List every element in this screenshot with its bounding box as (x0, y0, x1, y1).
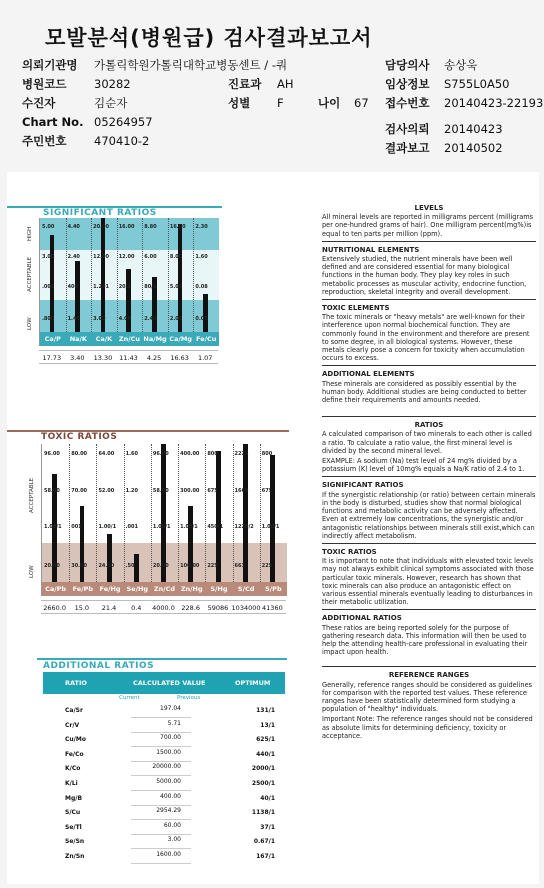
tick-label: 100.00 (180, 562, 200, 569)
column-divider (142, 218, 143, 332)
category-label: Zn/Cd (153, 585, 176, 593)
column-divider (193, 218, 194, 332)
ratio-name: Se/Sn (65, 838, 85, 846)
tick-label: 20.00 (44, 562, 60, 569)
tick-label: 96.00 (44, 450, 60, 457)
tick-label: 96.00 (152, 450, 169, 457)
y-axis-label: HIGH (27, 226, 33, 241)
ratio-name: Se/Tl (65, 823, 82, 831)
table-row (43, 778, 285, 791)
ratio-value: 13.30 (93, 354, 113, 362)
tick-label: 225 (207, 562, 218, 569)
tick-label: 80/1 (144, 284, 157, 291)
report-title: 모발분석(병원급) 검사결과보고서 (45, 26, 373, 50)
info-row-clinical: 임상정보 S755L0A50 (385, 77, 510, 91)
ratio-name: K/Li (65, 780, 78, 787)
optimum-value: 40/1 (260, 794, 275, 802)
table-row (43, 851, 285, 864)
tick-label: 2.40 (144, 316, 157, 323)
table-row (43, 763, 285, 776)
category-label: Fe/Hg (99, 585, 121, 593)
current-value: 400.00 (160, 792, 181, 800)
ratios-example: EXAMPLE: A sodium (Na) test level of 24 mg% divided by a potassium (K) level of 10mg% equals a Na/K ratio of 2.4 to 1. (322, 457, 525, 474)
additional-ratios-title: ADDITIONAL RATIOS (43, 661, 155, 671)
ratio-value: 228.6 (181, 604, 201, 612)
current-value: 2954.29 (156, 807, 181, 815)
tick-label: 64.00 (98, 450, 115, 457)
tick-label: 2.40 (67, 254, 80, 261)
row-rule (131, 834, 191, 835)
category-label: S/Cd (237, 585, 255, 593)
category-label: S/Hg (210, 585, 228, 593)
row-rule (131, 761, 191, 762)
tick-label: 800 (261, 450, 273, 457)
row-rule (131, 790, 191, 791)
optimum-value: 440/1 (256, 750, 275, 758)
current-value: 5.71 (167, 719, 181, 727)
tick-label: 1.40 (67, 316, 80, 323)
tick-label: 300.00 (180, 488, 200, 495)
row-rule (131, 863, 191, 864)
ratio-value: 4.25 (146, 354, 162, 362)
toxic-ratios-text: It is important to note that individuals with elevated toxic levels may not always exhibit clinical symptoms associated with those particular toxic minerals. However, research has shown that toxic minerals can also produce an antagonistic effect on various essential minerals eventually leading to disturbances in their metabolic utilization. (322, 557, 534, 607)
category-label: Ca/Mg (169, 335, 192, 343)
category-label: Na/K (69, 335, 87, 343)
info-row-resident-no: 주민번호 470410-2 (22, 134, 150, 148)
y-axis-label: LOW (27, 317, 33, 330)
category-label: S/Pb (265, 585, 282, 593)
additional-ratios-heading: ADDITIONAL RATIOS (322, 614, 402, 623)
bar-fe-pb (80, 506, 85, 582)
tick-label: 16.00 (169, 223, 186, 230)
toxic-elements-text: The toxic minerals or "heavy metals" are well-known for their interference upon normal biochemical function. They are commonly found in the environment and therefore are present to some degree, in all biological systems. However, these metals clearly pose a concern for toxicity when accumulation occurs to excess. (322, 313, 530, 363)
additional-elements-heading: ADDITIONAL ELEMENTS (322, 370, 415, 379)
column-divider (96, 444, 97, 582)
tick-label: 24.00 (98, 562, 115, 569)
category-label: Ca/Pb (45, 585, 67, 593)
tick-label: 8.00 (169, 254, 183, 261)
tick-label: 2221 (234, 450, 249, 457)
info-row-request-date: 검사의뢰 20140423 (385, 122, 503, 136)
category-label: Zn/Hg (180, 585, 203, 593)
column-divider (168, 218, 169, 332)
tick-label: 58.00 (152, 488, 169, 495)
bar-zn-hg (188, 506, 193, 582)
tick-label: 1.00/1 (98, 524, 117, 531)
column-divider (91, 218, 92, 332)
tick-label: 1.00/1 (180, 524, 198, 531)
category-label: Se/Hg (126, 585, 149, 593)
header-optimum: OPTIMUM (235, 679, 271, 687)
tick-label: 2.30 (195, 223, 208, 230)
ratio-name: Cu/Mo (65, 736, 86, 744)
current-value: 20000.00 (152, 763, 181, 771)
tick-label: .001 (125, 524, 138, 531)
significant-ratios-title: SIGNIFICANT RATIOS (43, 208, 157, 218)
tick-label: 16.00 (118, 223, 135, 230)
optimum-value: 2500/1 (251, 780, 275, 787)
row-rule (131, 717, 191, 718)
info-row-receipt-no: 접수번호 20140423-22193 (385, 96, 544, 110)
tick-label: 001 (71, 524, 82, 531)
nutritional-heading: NUTRITIONAL ELEMENTS (322, 245, 420, 254)
nutritional-text: Extensively studied, the nutrient minerals have been well defined and are considered essential for many biological functions in the human body. They play key roles in such metabolic processes as muscular activity, endocrine function, reproduction, skeletal integrity and overall development. (322, 255, 527, 296)
ratio-name: S/Cu (65, 809, 81, 817)
significant-ratios-chart (39, 218, 219, 346)
tick-label: 1668 (234, 488, 249, 495)
ratio-value: 2660.0 (43, 604, 66, 612)
tick-label: 1.60 (125, 450, 138, 457)
optimum-value: 167/1 (256, 853, 275, 860)
divider (322, 543, 536, 544)
info-row-doctor: 담당의사 송상욱 (385, 58, 478, 72)
column-divider (260, 444, 261, 582)
tick-label: 0.08 (195, 316, 208, 323)
ratio-name: Ca/Sr (65, 707, 83, 714)
tick-label: .50 (125, 562, 135, 569)
tick-label: 30.00 (71, 562, 88, 569)
column-divider (151, 444, 152, 582)
tick-label: 1.201 (93, 284, 109, 291)
value-row (41, 600, 286, 614)
bar-zn-cd (161, 444, 166, 582)
ratio-value: 15.0 (74, 604, 90, 612)
bar-fe-hg (107, 534, 112, 582)
current-value: 700.00 (160, 734, 181, 742)
ratio-name: Cr/V (65, 721, 80, 729)
tick-label: 20.00 (152, 562, 169, 569)
category-label: Fe/Cu (196, 335, 217, 343)
tick-label: 5.00 (42, 223, 55, 230)
tick-label: 0.08 (195, 284, 208, 291)
info-row-patient: 수진자 김순자 (22, 96, 128, 110)
levels-text: All mineral levels are reported in milligrams percent (milligrams per one-hundred grams of hair). One milligram percent(mg%)is equal to ten parts per million (ppm). (322, 213, 534, 238)
current-value: 1500.00 (156, 748, 181, 756)
table-row (43, 822, 285, 835)
significant-ratios-text: If the synergistic relationship (or ratio) between certain minerals in the body is disturbed, studies show that normal biological functions and metabolic activity can be adversely affected. Even at extremely low concentrations, the synergistic and/or antagonistic relationships between minerals still exist,which can indirectly affect metabolism. (322, 490, 536, 540)
toxic-ratios-heading: TOXIC RATIOS (322, 547, 377, 556)
info-row-chart-no: Chart No. 05264957 (22, 115, 153, 129)
current-value: 197.04 (160, 705, 181, 712)
tick-label: 58.00 (44, 488, 60, 495)
tick-label: 5.00 (169, 284, 183, 291)
additional-elements-text: These minerals are considered as possibly essential by the human body. Additional studies are being conducted to better define their requirements and amounts needed. (322, 379, 527, 405)
patient-info-right (385, 56, 544, 158)
tick-label: 3.00 (93, 316, 106, 323)
category-label: Ca/K (95, 335, 113, 343)
header-calculated: CALCULATED VALUE (133, 679, 206, 687)
bar-fe-cu (203, 294, 208, 332)
column-divider (69, 444, 70, 582)
toxic-elements-heading: TOXIC ELEMENTS (322, 304, 390, 313)
table-row (43, 793, 285, 806)
ratio-name: Fe/Co (65, 750, 84, 758)
levels-heading: LEVELS (414, 204, 444, 212)
ratio-name: Mg/B (65, 794, 83, 802)
tick-label: 400.00 (180, 450, 200, 457)
bar-s-cd (243, 444, 248, 582)
ratio-value: 59086 (207, 604, 229, 612)
tick-label: 20.00 (93, 223, 109, 230)
column-divider (178, 444, 179, 582)
ratio-name: K/Co (65, 765, 81, 773)
table-row (43, 836, 285, 849)
tick-label: 225 (261, 562, 273, 569)
optimum-value: 37/1 (260, 823, 275, 831)
ratio-name: Zn/Sn (65, 853, 85, 860)
ratios-heading: RATIOS (414, 421, 444, 430)
tick-label: 1.00/1 (152, 524, 171, 531)
optimum-value: 0.67/1 (253, 838, 275, 846)
tick-label: 52.00 (98, 488, 115, 495)
explanation-column (322, 200, 536, 742)
divider (322, 609, 536, 610)
info-row-institution: 의뢰기관명 가톨릭학원가톨릭대학교병동센트 / -쿼 (22, 58, 288, 72)
info-row-sex: 성별 F (228, 96, 284, 110)
column-divider (233, 444, 234, 582)
ratio-value: 0.4 (131, 604, 142, 612)
subheader-current: Current (119, 695, 140, 701)
divider (322, 299, 536, 300)
tick-label: 450/1 (207, 524, 224, 531)
column-divider (66, 218, 67, 332)
column-divider (117, 218, 118, 332)
toxic-ratios-title: TOXIC RATIOS (41, 432, 118, 442)
tick-label: 2.00 (169, 316, 183, 323)
row-rule (131, 775, 191, 776)
category-label: Na/Mg (143, 335, 167, 343)
row-rule (131, 805, 191, 806)
header-ratio: RATIO (65, 679, 87, 687)
ratio-value: 1.07 (197, 354, 213, 362)
row-rule (131, 819, 191, 820)
ratio-value: 16.63 (170, 354, 189, 362)
tick-label: 1.60 (195, 254, 208, 261)
ratio-value: 3.40 (70, 354, 85, 362)
optimum-value: 625/1 (256, 736, 275, 744)
column-divider (124, 444, 125, 582)
category-label: Ca/P (44, 335, 61, 343)
table-row (43, 749, 285, 762)
tick-label: 4.00 (118, 316, 132, 323)
tick-label: 4.40 (67, 223, 80, 230)
additional-title-rule (37, 658, 287, 660)
table-row (43, 720, 285, 733)
table-row (43, 734, 285, 747)
bar-zn-cu (126, 269, 131, 332)
additional-table-header (43, 672, 285, 694)
tick-label: 663 (234, 562, 245, 569)
tick-label: 8.80 (144, 223, 157, 230)
toxic-ratios-chart (41, 444, 287, 596)
y-axis-label: LOW (29, 565, 35, 578)
bar-ca-k (101, 218, 106, 332)
report-sheet (7, 172, 539, 884)
divider (322, 416, 536, 417)
subheader-previous: Previous (177, 695, 201, 701)
additional-ratios-text: These ratios are being reported solely for the purpose of gathering research data. This information will then be used to help the attending health-care professional in evaluating their impact upon health. (322, 623, 528, 657)
ratio-value: 4000.0 (152, 604, 175, 612)
tick-label: 800 (207, 450, 218, 457)
y-axis-label: ACCEPTABLE (27, 256, 33, 293)
ratio-value: 17.73 (42, 354, 62, 362)
divider (322, 365, 536, 366)
row-rule (131, 732, 191, 733)
row-rule (131, 848, 191, 849)
ratio-value: 41360 (262, 604, 283, 612)
tick-label: 400 (67, 284, 78, 291)
current-value: 5000.00 (156, 778, 181, 785)
reference-ranges-text: Generally, reference ranges should be considered as guidelines for comparison with the reported test values. These reference ranges have been statistically determined form studying a population of "healthy" individuals. (322, 680, 533, 714)
divider (322, 241, 536, 242)
tick-label: 6.00 (144, 254, 157, 261)
tick-label: 3.00 (42, 254, 55, 261)
optimum-value: 13/1 (260, 721, 275, 729)
significant-ratios-heading: SIGNIFICANT RATIOS (322, 481, 404, 490)
tick-label: 1.00/1 (44, 524, 62, 531)
divider (322, 666, 536, 667)
ratio-value: 21.4 (101, 604, 117, 612)
info-row-report-date: 결과보고 20140502 (385, 141, 503, 155)
category-label: Fe/Pb (72, 585, 94, 593)
value-row (39, 350, 218, 364)
tick-label: 1.00/1 (261, 524, 280, 531)
y-axis-label: ACCEPTABLE (29, 477, 35, 513)
table-row (43, 807, 285, 820)
tick-label: 1220/2 (234, 524, 254, 531)
category-label: Zn/Cu (118, 335, 141, 343)
current-value: 60.00 (163, 821, 181, 829)
ratios-text: A calculated comparison of two minerals to each other is called a ratio. To calculate a ratio value, the first mineral level is divided by the second mineral level. (322, 430, 532, 455)
tick-label: 675 (207, 488, 218, 495)
tick-label: .001 (42, 284, 55, 291)
info-row-department: 진료과 AH (228, 77, 294, 91)
info-row-hospital-code: 병원코드 30282 (22, 77, 131, 91)
row-rule (131, 746, 191, 747)
optimum-value: 2000/1 (251, 765, 275, 773)
ratio-value: 11.43 (119, 354, 138, 362)
tick-label: 70.00 (71, 488, 88, 495)
tick-label: 20/1 (118, 284, 131, 291)
important-note-text: Important Note: The reference ranges should not be considered as absolute limits for determining deficiency, toxicity or acceptance. (322, 715, 533, 740)
tick-label: 675 (261, 488, 273, 495)
tick-label: 12.00 (118, 254, 135, 261)
tick-label: 80.00 (71, 450, 88, 457)
significant-title-rule (7, 206, 222, 208)
optimum-value: 131/1 (256, 707, 275, 714)
tick-label: 12.00 (93, 254, 109, 261)
ratio-value: 1034000 (231, 604, 261, 612)
optimum-value: 1138/1 (251, 809, 275, 817)
patient-info-age: 나이 67 (318, 96, 369, 110)
divider (322, 476, 536, 477)
current-value: 1600.00 (156, 851, 181, 858)
tick-label: 1.20 (125, 488, 138, 495)
reference-ranges-heading: REFERENCE RANGES (388, 671, 470, 680)
tick-label: .800 (42, 316, 55, 323)
table-row (43, 705, 285, 718)
column-divider (205, 444, 206, 582)
current-value: 3.00 (167, 836, 181, 844)
